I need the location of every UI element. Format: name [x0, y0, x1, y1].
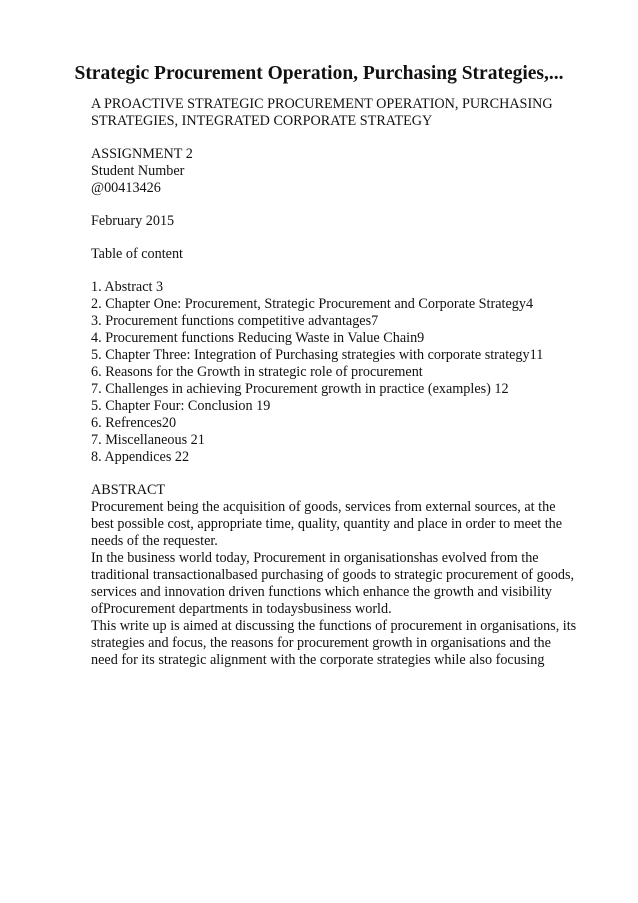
- abstract-line: strategies and focus, the reasons for procurement growth in organisations and the: [91, 635, 551, 651]
- abstract-line: This write up is aimed at discussing the functions of procurement in organisations, its: [91, 618, 577, 634]
- toc-item: 8. Appendices 22: [91, 449, 190, 465]
- assignment-block: [91, 146, 611, 197]
- assignment-label: ASSIGNMENT 2: [91, 146, 193, 162]
- toc-item: 5. Chapter Four: Conclusion 19: [91, 398, 271, 414]
- toc-heading-block: [91, 246, 611, 263]
- toc-heading: Table of content: [91, 246, 183, 262]
- toc-item: 6. Reasons for the Growth in strategic role of procurement: [91, 364, 423, 380]
- toc-item: 7. Challenges in achieving Procurement growth in practice (examples) 12: [91, 381, 509, 397]
- abstract-line: need for its strategic alignment with the corporate strategies while also focusing: [91, 652, 545, 668]
- toc-item: 1. Abstract 3: [91, 279, 164, 295]
- toc-item: 7. Miscellaneous 21: [91, 432, 205, 448]
- table-of-contents: [91, 279, 611, 466]
- document-body: [91, 96, 611, 685]
- abstract-line: needs of the requester.: [91, 533, 218, 549]
- abstract-line: ofProcurement departments in todaysbusiness world.: [91, 601, 392, 617]
- toc-item: 5. Chapter Three: Integration of Purchasing strategies with corporate strategy11: [91, 347, 544, 363]
- subtitle-line: A PROACTIVE STRATEGIC PROCUREMENT OPERATION, PURCHASING: [91, 96, 553, 112]
- student-number-value: @00413426: [91, 180, 161, 196]
- toc-item: 3. Procurement functions competitive advantages7: [91, 313, 379, 329]
- subtitle-line: STRATEGIES, INTEGRATED CORPORATE STRATEGY: [91, 113, 433, 129]
- abstract-line: services and innovation driven functions which enhance the growth and visibility: [91, 584, 552, 600]
- toc-item: 2. Chapter One: Procurement, Strategic Procurement and Corporate Strategy4: [91, 296, 534, 312]
- subtitle-block: [91, 96, 611, 130]
- document-date: February 2015: [91, 213, 175, 229]
- toc-item: 4. Procurement functions Reducing Waste in Value Chain9: [91, 330, 425, 346]
- abstract-line: Procurement being the acquisition of goods, services from external sources, at the: [91, 499, 556, 515]
- abstract-line: traditional transactionalbased purchasing of goods to strategic procurement of goods,: [91, 567, 575, 583]
- abstract-section: [91, 482, 611, 669]
- date-block: [91, 213, 611, 230]
- abstract-line: In the business world today, Procurement in organisationshas evolved from the: [91, 550, 539, 566]
- abstract-line: best possible cost, appropriate time, quality, quantity and place in order to meet the: [91, 516, 563, 532]
- abstract-heading: ABSTRACT: [91, 482, 166, 498]
- document-title: Strategic Procurement Operation, Purchasing Strategies,...: [74, 63, 564, 84]
- toc-item: 6. Refrences20: [91, 415, 177, 431]
- student-number-label: Student Number: [91, 163, 185, 179]
